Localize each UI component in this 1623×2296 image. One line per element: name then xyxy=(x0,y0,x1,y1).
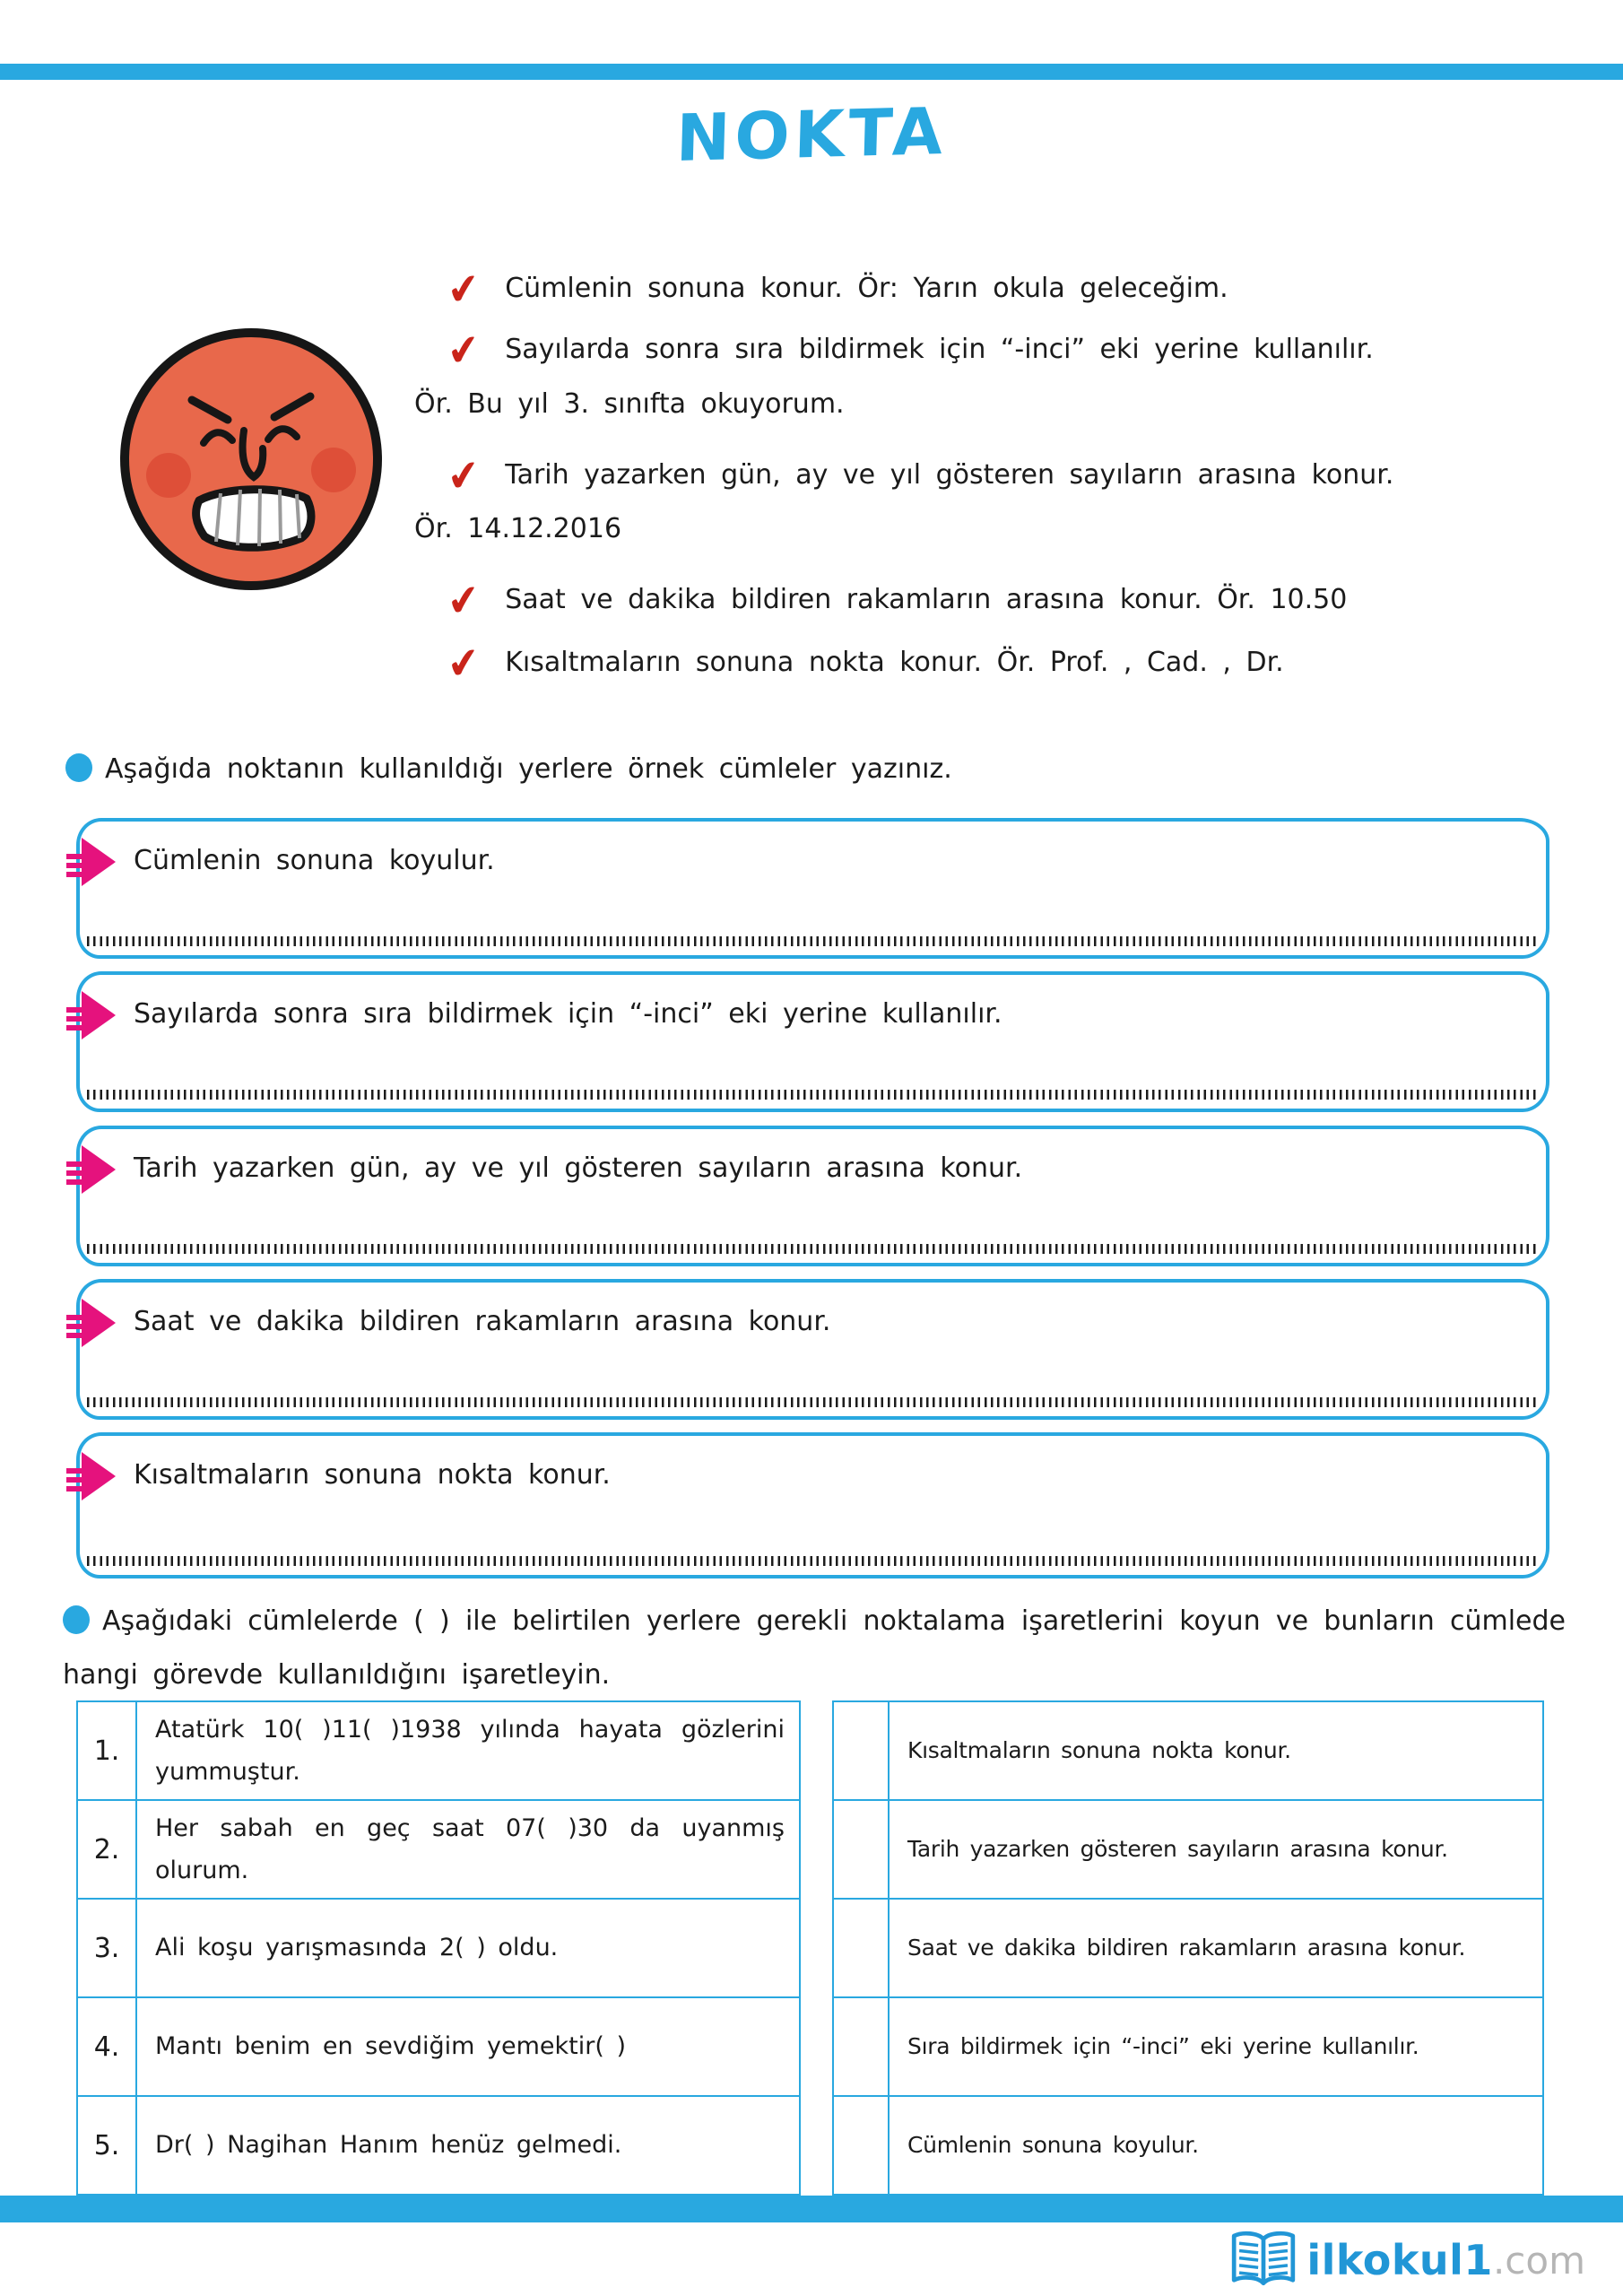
rule-text: Ör. 14.12.2016 xyxy=(414,513,622,544)
functions-table xyxy=(832,1700,1544,2196)
sentence-cell: Dr( ) Nagihan Hanım henüz gelmedi. xyxy=(155,2131,622,2160)
empty-check-cell xyxy=(834,2097,890,2194)
dotted-write-line xyxy=(87,1397,1539,1407)
exercise1-instruction: Aşağıda noktanın kullanıldığı yerlere örnek cümleler yazınız. xyxy=(65,743,952,796)
sentence-cell: Atatürk 10( )11( )1938 yılında hayata gözlerini yummuştur. xyxy=(155,1715,785,1786)
answer-box-prompt: Saat ve dakika bildiren rakamların arasına konur. xyxy=(134,1306,831,1337)
brand-logo xyxy=(1229,2230,1585,2291)
gritted-teeth-mouth xyxy=(196,490,311,548)
rule-line xyxy=(446,263,1228,317)
rule-line xyxy=(446,324,1374,378)
rule-line xyxy=(446,637,1284,691)
rule-example-line xyxy=(414,512,621,546)
answer-box xyxy=(76,818,1549,959)
row-number: 3. xyxy=(78,1900,137,1996)
empty-check-cell xyxy=(834,1900,890,1996)
function-cell: Sıra bildirmek için “-inci” eki yerine kullanılır. xyxy=(907,2033,1419,2060)
left-cheek xyxy=(146,453,191,498)
table-row xyxy=(834,2095,1542,2194)
sentence-cell: Mantı benim en sevdiğim yemektir( ) xyxy=(155,2032,626,2061)
rule-text: Saat ve dakika bildiren rakamların arasına konur. Ör. 10.50 xyxy=(505,584,1348,615)
rule-line xyxy=(446,574,1347,628)
table-row xyxy=(78,1996,799,2095)
answer-box-prompt: Cümlenin sonuna koyulur. xyxy=(134,845,495,876)
answer-box xyxy=(76,1126,1549,1266)
angry-face-illustration xyxy=(117,316,386,612)
answer-box xyxy=(76,1432,1549,1578)
checkmark-icon: ✔ xyxy=(445,637,483,691)
arrow-icon xyxy=(65,1295,117,1351)
dotted-write-line xyxy=(87,1556,1539,1566)
function-cell: Kısaltmaların sonuna nokta konur. xyxy=(907,1737,1291,1764)
checkmark-icon: ✔ xyxy=(445,263,483,317)
bottom-accent-bar xyxy=(0,2196,1623,2222)
bullet-icon xyxy=(65,753,92,782)
dotted-write-line xyxy=(87,936,1539,946)
table-row xyxy=(834,1898,1542,1996)
open-book-icon xyxy=(1229,2230,1298,2291)
brand-name: ilkokul1 xyxy=(1306,2236,1493,2284)
table-row xyxy=(834,1702,1542,1799)
sentence-cell: Her sabah en geç saat 07( )30 da uyanmış olurum. xyxy=(155,1813,785,1884)
brand-suffix: .com xyxy=(1492,2238,1585,2283)
answer-box-prompt: Sayılarda sonra sıra bildirmek için “-inci” eki yerine kullanılır. xyxy=(134,998,1002,1030)
row-number: 4. xyxy=(78,1998,137,2095)
rule-text: Sayılarda sonra sıra bildirmek için “-inci” eki yerine kullanılır. xyxy=(505,334,1374,365)
checkmark-icon: ✔ xyxy=(445,449,483,503)
function-cell: Saat ve dakika bildiren rakamların arasına konur. xyxy=(907,1935,1466,1961)
function-cell: Cümlenin sonuna koyulur. xyxy=(907,2132,1199,2159)
checkmark-icon: ✔ xyxy=(445,574,483,628)
arrow-icon xyxy=(65,1448,117,1504)
row-number: 2. xyxy=(78,1801,137,1898)
page-title: NOKTA xyxy=(674,93,949,176)
empty-check-cell xyxy=(834,1801,890,1898)
function-cell: Tarih yazarken gösteren sayıların arasına konur. xyxy=(907,1836,1448,1863)
answer-box-prompt: Tarih yazarken gün, ay ve yıl gösteren sayıların arasına konur. xyxy=(134,1152,1023,1184)
table-row xyxy=(78,1702,799,1799)
top-accent-bar xyxy=(0,64,1623,80)
sentence-cell: Ali koşu yarışmasında 2( ) oldu. xyxy=(155,1934,559,1962)
answer-box xyxy=(76,1279,1549,1420)
arrow-icon xyxy=(65,987,117,1043)
rule-text: Tarih yazarken gün, ay ve yıl gösteren sayıların arasına konur. xyxy=(505,459,1394,491)
rule-text: Kısaltmaların sonuna nokta konur. Ör. Prof. , Cad. , Dr. xyxy=(505,647,1284,678)
sentences-table xyxy=(76,1700,801,2196)
table-row xyxy=(78,1898,799,1996)
table-row xyxy=(834,1996,1542,2095)
arrow-icon xyxy=(65,834,117,890)
arrow-icon xyxy=(65,1142,117,1197)
dotted-write-line xyxy=(87,1090,1539,1100)
exercise2-instruction: Aşağıdaki cümlelerde ( ) ile belirtilen yerlere gerekli noktalama işaretlerini koyun ve bunların cümlede hangi görevde kullanıldığını işaretleyin. xyxy=(63,1605,1566,1691)
rule-text: Ör. Bu yıl 3. sınıfta okuyorum. xyxy=(414,388,845,420)
table-row xyxy=(78,1799,799,1898)
rule-text: Cümlenin sonuna konur. Ör: Yarın okula geleceğim. xyxy=(505,273,1228,304)
dotted-write-line xyxy=(87,1244,1539,1254)
row-number: 1. xyxy=(78,1702,137,1799)
empty-check-cell xyxy=(834,1998,890,2095)
rule-line xyxy=(446,449,1393,503)
rule-example-line xyxy=(414,387,845,422)
answer-box-prompt: Kısaltmaların sonuna nokta konur. xyxy=(134,1459,611,1491)
row-number: 5. xyxy=(78,2097,137,2194)
right-cheek xyxy=(311,448,356,492)
empty-check-cell xyxy=(834,1702,890,1799)
table-row xyxy=(78,2095,799,2194)
checkmark-icon: ✔ xyxy=(445,324,483,378)
bullet-icon xyxy=(63,1605,90,1634)
table-row xyxy=(834,1799,1542,1898)
answer-box xyxy=(76,971,1549,1112)
